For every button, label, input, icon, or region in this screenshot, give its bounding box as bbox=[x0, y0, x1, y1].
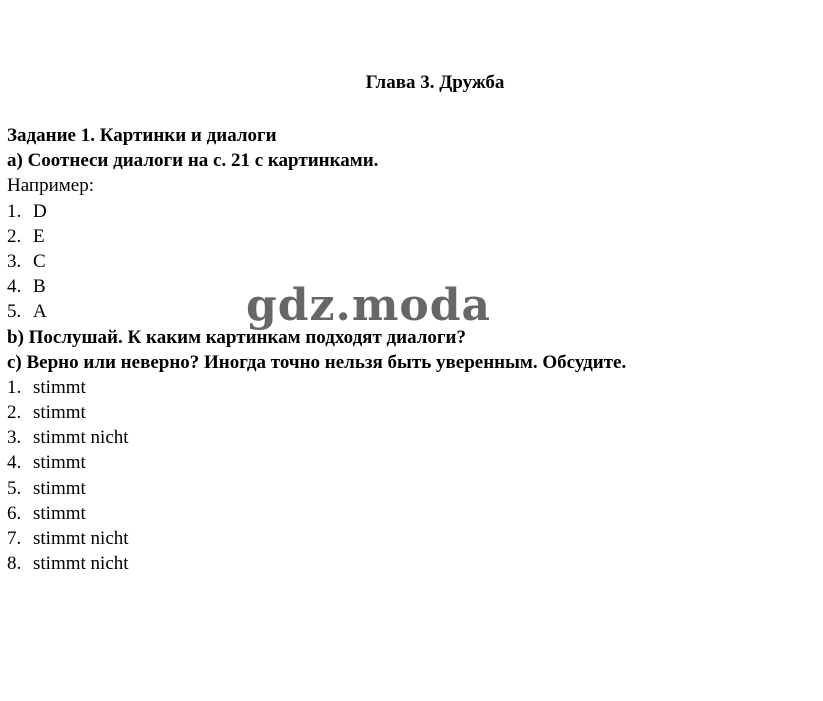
list-item-value: stimmt nicht bbox=[33, 553, 129, 575]
list-item-value: stimmt bbox=[33, 502, 86, 524]
part-c-answer-list bbox=[7, 375, 817, 577]
part-b-heading: b) Послушай. К каким картинкам подходят диалоги? bbox=[7, 326, 467, 348]
list-item-value: stimmt nicht bbox=[33, 528, 129, 549]
list-item-number: 8. bbox=[7, 553, 22, 575]
list-item-number: 1. bbox=[7, 200, 22, 222]
list-item bbox=[7, 526, 817, 551]
watermark-logo: gdz.moda bbox=[246, 280, 492, 331]
list-item-number: 2. bbox=[7, 225, 22, 247]
list-item bbox=[7, 450, 817, 475]
list-item-number: 3. bbox=[7, 250, 22, 272]
list-item-number: 2. bbox=[7, 402, 22, 424]
list-item bbox=[7, 199, 817, 224]
list-item-number: 6. bbox=[7, 502, 22, 524]
list-item-number: 1. bbox=[7, 376, 22, 398]
list-item bbox=[7, 476, 817, 501]
list-item-value: C bbox=[33, 250, 46, 272]
list-item-number: 7. bbox=[7, 528, 22, 549]
chapter-title: Глава 3. Дружба bbox=[365, 72, 505, 93]
task-content bbox=[7, 123, 817, 576]
list-item bbox=[7, 551, 817, 576]
list-item-number: 5. bbox=[7, 301, 22, 323]
list-item-number: 3. bbox=[7, 427, 22, 449]
list-item-value: stimmt bbox=[33, 452, 86, 474]
list-item bbox=[7, 400, 817, 425]
list-item bbox=[7, 249, 817, 274]
list-item bbox=[7, 501, 817, 526]
example-label: Например: bbox=[7, 175, 94, 197]
part-a-heading: а) Соотнеси диалоги на с. 21 с картинками. bbox=[7, 150, 379, 172]
list-item bbox=[7, 299, 817, 324]
list-item-number: 5. bbox=[7, 477, 22, 499]
list-item-value: stimmt nicht bbox=[33, 427, 129, 449]
list-item-value: stimmt bbox=[33, 376, 86, 398]
list-item-value: E bbox=[33, 225, 45, 247]
list-item bbox=[7, 425, 817, 450]
list-item-value: B bbox=[33, 276, 46, 298]
list-item-value: stimmt bbox=[33, 477, 86, 499]
list-item-number: 4. bbox=[7, 276, 22, 298]
list-item-number: 4. bbox=[7, 452, 22, 474]
part-c-heading: c) Верно или неверно? Иногда точно нельзя быть уверенным. Обсудите. bbox=[7, 351, 627, 373]
list-item bbox=[7, 274, 817, 299]
list-item-value: stimmt bbox=[33, 402, 86, 424]
list-item bbox=[7, 224, 817, 249]
part-a-answer-list bbox=[7, 199, 817, 325]
list-item-value: A bbox=[33, 301, 47, 323]
task-title: Задание 1. Картинки и диалоги bbox=[7, 125, 277, 146]
list-item-value: D bbox=[33, 200, 47, 222]
list-item bbox=[7, 375, 817, 400]
